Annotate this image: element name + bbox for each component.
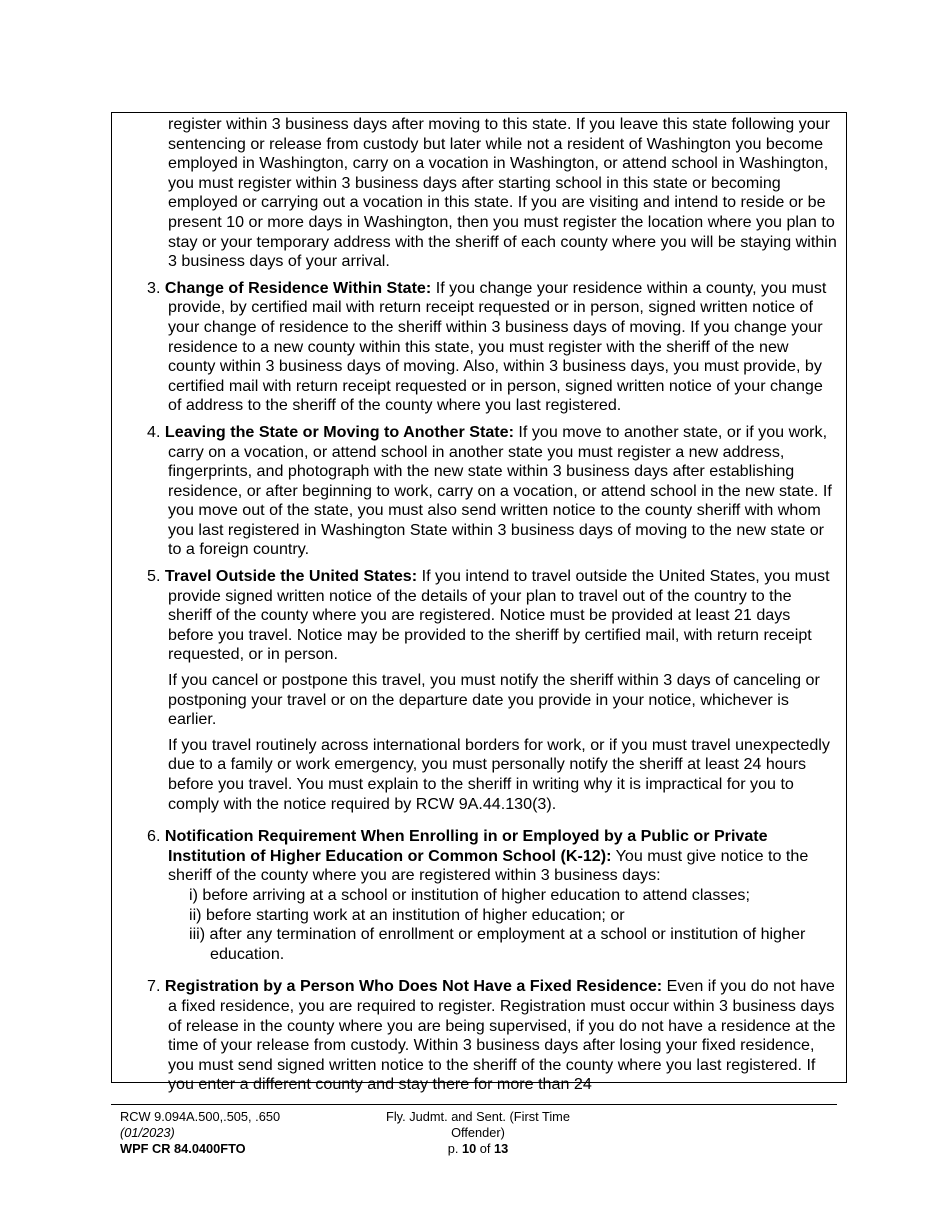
- item-number: 4.: [147, 422, 161, 441]
- item-number: 7.: [147, 977, 161, 996]
- item-number: 3.: [147, 278, 161, 297]
- page-total: 13: [494, 1141, 509, 1156]
- item-7: [147, 977, 846, 1095]
- subitem: ii) before starting work at an institution of higher education; or: [189, 905, 625, 924]
- item-text: If you change your residence within a county, you must provide, by certified mail with return receipt requested or in person, signed written notice of your change of residence to the sheriff within 3 business days of moving. If you change your residence to a new county within this state, you must register with the sheriff of the new county within 3 business days of moving. Also, within 3 business days, you must provide, by certified mail with return receipt requested or in person, signed written notice of your change of address to the sheriff of the county where you last registered.: [168, 278, 827, 415]
- item-text: You must give notice to the sheriff of the county where you are registered within 3 business days:: [168, 846, 809, 885]
- footer-divider: [111, 1104, 837, 1105]
- item-text: If you move to another state, or if you work, carry on a vocation, or attend school in another state you must register a new address, fingerprints, and photograph with the new state within 3 business days after establishing residence, or after beginning to work, carry on a vocation, or attend school in the new state. If you move out of the state, you must also send written notice to the county sheriff with whom you last registered in Washington State within 3 business days of moving to the new state or to a foreign country.: [168, 422, 832, 559]
- item-number: 6.: [147, 827, 161, 846]
- subitem: i) before arriving at a school or institution of higher education to attend classes;: [189, 885, 750, 904]
- item-text: Even if you do not have a fixed residence, you are required to register. Registration must occur within 3 business days of release in the county where you are being supervised, if you do not have a residence at the time of your release from custody. Within 3 business days after losing your fixed residence, you must send signed written notice to the sheriff of the county where you last registered. If you enter a different county and stay there for more than 24: [168, 977, 836, 1094]
- item-number: 5.: [147, 567, 161, 586]
- item-5-paragraph-routine-travel: If you travel routinely across international borders for work, or if you must travel unexpectedly due to a family or work emergency, you must personally notify the sheriff at least 24 hours before you travel. You must explain to the sheriff in writing why it is impractical for you to comply with the notice required by RCW 9A.44.130(3).: [168, 735, 830, 813]
- item-heading: Notification Requirement When Enrolling in or Employed by a Public or Private Institution of Higher Education or Common School (K-12):: [164, 827, 768, 865]
- footer-form-id: WPF CR 84.0400FTO: [120, 1141, 246, 1156]
- subitem: iii) after any termination of enrollment or employment at a school or institution of higher education.: [189, 925, 806, 963]
- footer-left: [120, 1109, 360, 1157]
- item-5-paragraph-cancel: If you cancel or postpone this travel, you must notify the sheriff within 3 days of canceling or postponing your travel or on the departure date you provide in your notice, whichever is earlier.: [168, 671, 820, 729]
- footer-revision: (01/2023): [120, 1125, 175, 1140]
- item-6-subitems: [189, 886, 846, 964]
- item-heading: Travel Outside the United States:: [164, 567, 418, 586]
- page-prefix: p.: [447, 1141, 462, 1156]
- item-heading: Leaving the State or Moving to Another State:: [164, 422, 514, 441]
- item-3: [147, 279, 846, 416]
- page-number: [360, 1141, 596, 1157]
- page-current: 10: [461, 1141, 477, 1156]
- item-5: [147, 567, 846, 665]
- item-4: [147, 423, 846, 560]
- item-text: If you intend to travel outside the United States, you must provide signed written notice of the details of your plan to travel out of the country to the sheriff of the county where you are registered. Notice must be provided at least 21 days before you travel. Notice may be provided to the sheriff by certified mail, with return receipt requested, or in person.: [168, 567, 830, 664]
- document-frame: [111, 112, 847, 1094]
- footer-title: Fly. Judmt. and Sent. (First Time Offender): [386, 1109, 570, 1140]
- page-of: of: [476, 1141, 495, 1156]
- continuation-paragraph: register within 3 business days after moving to this state. If you leave this state following your sentencing or release from custody but later while not a resident of Washington you become employed in Washington, carry on a vocation in Washington, or attend school in Washington, you must register within 3 business days after starting school in this state or becoming employed or carrying out a vocation in this state. If you are visiting and intend to reside or be present 10 or more days in Washington, then you must register the location where you plan to stay or your temporary address with the sheriff of each county where you will be staying within 3 business days of your arrival.: [168, 115, 837, 271]
- item-heading: Change of Residence Within State:: [164, 278, 432, 297]
- footer-center: [360, 1109, 596, 1157]
- footer-statute: RCW 9.094A.500,.505, .650: [120, 1109, 281, 1124]
- item-6: [147, 827, 846, 886]
- document-content: [112, 115, 846, 1095]
- item-heading: Registration by a Person Who Does Not Have a Fixed Residence:: [164, 977, 663, 996]
